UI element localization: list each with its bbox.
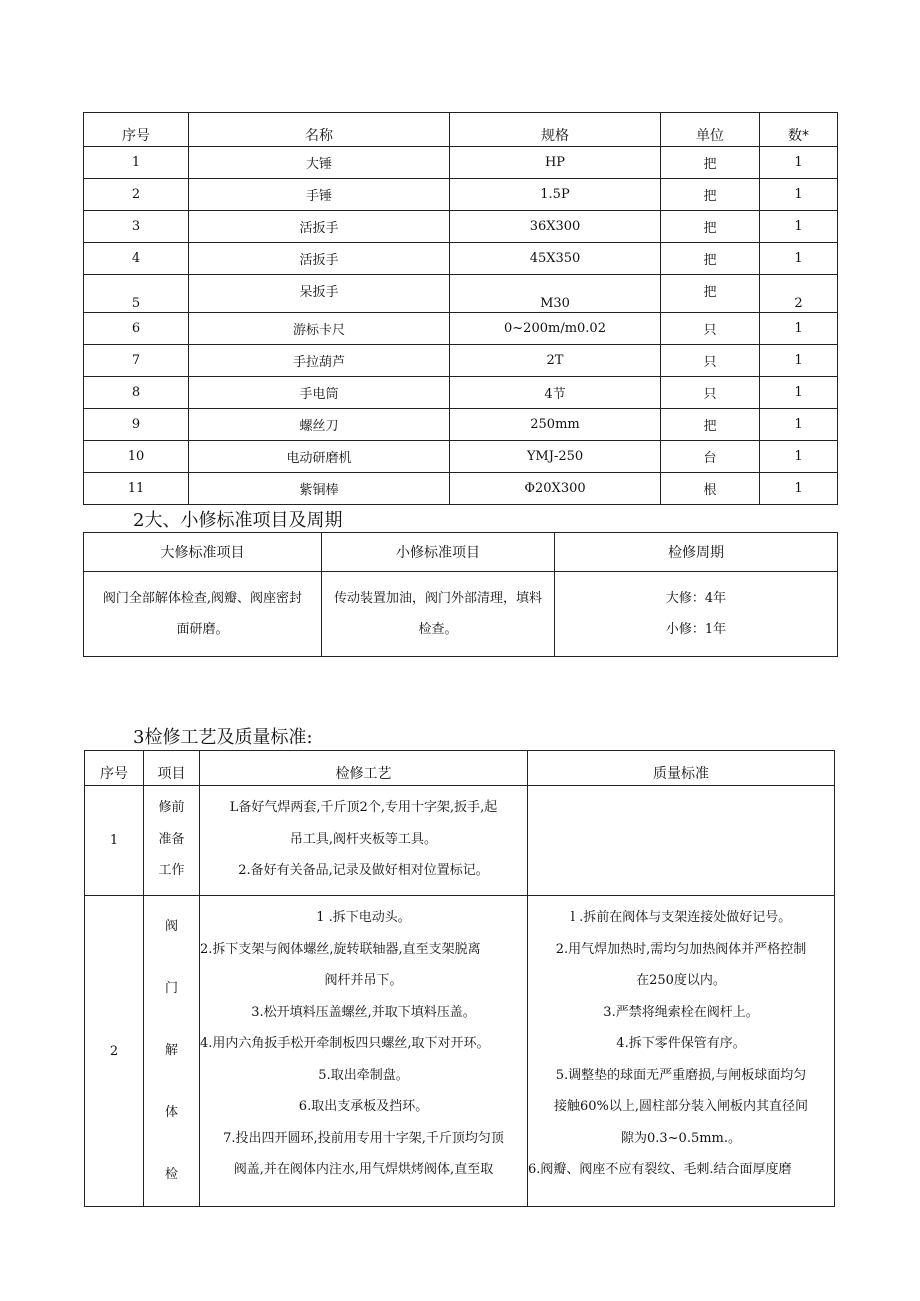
cell-seq: 5	[84, 275, 189, 313]
tool-row	[84, 243, 838, 275]
tool-row	[84, 345, 838, 377]
cell-seq: 6	[84, 313, 189, 345]
cell-unit: 台	[661, 441, 760, 473]
section-3-title: 3检修工艺及质量标准:	[133, 727, 313, 748]
cell-unit: 只	[661, 377, 760, 409]
cell-unit: 根	[661, 473, 760, 505]
cell-name: 手拉葫芦	[189, 345, 450, 377]
cell-name: 电动研磨机	[189, 441, 450, 473]
cell-spec: 250mm	[450, 409, 661, 441]
cell-seq: 3	[84, 211, 189, 243]
tool-row	[84, 377, 838, 409]
cell-seq: 7	[84, 345, 189, 377]
tool-row	[84, 313, 838, 345]
quality-line: 6.阀瓣、阀座不应有裂纹、毛刺.结合面厚度磨	[528, 1162, 792, 1177]
cell-seq: 4	[84, 243, 189, 275]
row-quality	[528, 896, 835, 1207]
cell-name: 活扳手	[189, 211, 450, 243]
process-line: 1 .拆下电动头。	[316, 910, 411, 925]
process-line: 阀盖,并在阀体内注水,用气焊烘烤阀体,直至取	[233, 1162, 494, 1177]
tool-row	[84, 473, 838, 505]
quality-line: 3.严禁将绳索栓在阀杆上。	[603, 1004, 759, 1020]
cell-seq: 9	[84, 409, 189, 441]
cell-spec: 45X350	[450, 243, 661, 275]
cell-spec: 4节	[450, 377, 661, 409]
cell-name: 大锤	[189, 147, 450, 179]
quality-line: 接触60%以上,圆柱部分装入闸板内其直径间	[553, 1099, 809, 1114]
cell-spec: 0~200m∕m0.02	[450, 313, 661, 345]
minor-line: 传动装置加油，阀门外部清理，填料	[333, 591, 542, 606]
cell-unit: 只	[661, 345, 760, 377]
cell-spec: HP	[450, 147, 661, 179]
quality-line: 在250度以内。	[636, 973, 726, 988]
cell-spec: Φ20X300	[450, 473, 661, 505]
row-seq: 2	[85, 896, 144, 1207]
tools-table	[83, 112, 838, 505]
process-row-1	[85, 786, 835, 896]
header-seq: 序号	[84, 113, 189, 147]
process-line: 阀杆并吊下。	[324, 973, 403, 988]
item-line: 工作	[158, 863, 185, 878]
tools-header-row	[84, 113, 838, 147]
item-line: 修前	[158, 800, 185, 815]
cell-qty: 1	[760, 313, 838, 345]
row-quality	[528, 786, 835, 896]
header-period: 检修周期	[555, 533, 838, 572]
cell-qty: 1	[760, 345, 838, 377]
header-qty: 数*	[760, 113, 838, 147]
process-line: L备好气焊两套,千斤顶2个,专用十字架,扳手,起	[229, 800, 498, 815]
process-line: 3.松开填料压盖螺丝,并取下填料压盖。	[251, 1004, 476, 1020]
quality-line: 4.拆下零件保管有序。	[616, 1036, 746, 1051]
quality-line: l .拆前在阀体与支架连接处做好记号。	[570, 910, 792, 925]
row-process	[200, 896, 528, 1207]
period-line: 小修：1年	[665, 622, 727, 637]
item-line: 阀	[164, 919, 178, 934]
cell-qty: 1	[760, 211, 838, 243]
cell-qty: 1	[760, 179, 838, 211]
header-name: 名称	[189, 113, 450, 147]
standards-body-row	[84, 572, 838, 657]
major-items	[84, 572, 322, 657]
header-seq: 序号	[85, 751, 144, 786]
item-line: 准备	[158, 831, 185, 847]
row-process	[200, 786, 528, 896]
quality-line: 隙为0.3~0.5mm.。	[620, 1130, 742, 1146]
major-line: 阀门全部解体检查,阀瓣、阀座密封	[102, 591, 303, 606]
tool-row	[84, 441, 838, 473]
cell-seq: 11	[84, 473, 189, 505]
process-line: 4.用内六角扳手松开牵制板四只螺丝,取下对开环。	[200, 1036, 490, 1051]
item-line: 门	[164, 981, 178, 996]
cell-name: 螺丝刀	[189, 409, 450, 441]
standards-header-row	[84, 533, 838, 572]
cell-seq: 10	[84, 441, 189, 473]
cell-spec: M30	[450, 275, 661, 313]
cell-seq: 1	[84, 147, 189, 179]
header-major: 大修标准项目	[84, 533, 322, 572]
cell-unit: 把	[661, 147, 760, 179]
cell-qty: 1	[760, 473, 838, 505]
cell-name: 呆扳手	[189, 275, 450, 313]
cell-unit: 把	[661, 275, 760, 313]
process-line: 5.取出牵制盘。	[318, 1067, 409, 1083]
standards-table	[83, 532, 838, 657]
cell-unit: 只	[661, 313, 760, 345]
header-unit: 单位	[661, 113, 760, 147]
header-item: 项目	[144, 751, 200, 786]
cell-unit: 把	[661, 179, 760, 211]
tool-row	[84, 409, 838, 441]
cell-name: 活扳手	[189, 243, 450, 275]
minor-line: 检查。	[418, 622, 458, 637]
process-table	[84, 750, 835, 1207]
major-line: 面研磨。	[176, 622, 229, 637]
section-2-title: 2大、小修标准项目及周期	[133, 510, 343, 531]
tool-row	[84, 211, 838, 243]
process-row-2	[85, 896, 835, 1207]
cell-qty: 2	[760, 275, 838, 313]
cell-name: 手锤	[189, 179, 450, 211]
cell-seq: 8	[84, 377, 189, 409]
process-line: 2.备好有关备品,记录及做好相对位置标记。	[238, 863, 489, 878]
quality-line: 2.用气焊加热时,需均匀加热阀体并严格控制	[555, 941, 807, 957]
cell-name: 手电筒	[189, 377, 450, 409]
cell-name: 紫铜棒	[189, 473, 450, 505]
cell-spec: YMJ-250	[450, 441, 661, 473]
cell-unit: 把	[661, 409, 760, 441]
item-line: 解	[164, 1043, 178, 1058]
cell-qty: 1	[760, 377, 838, 409]
row-item	[144, 786, 200, 896]
header-minor: 小修标准项目	[322, 533, 555, 572]
row-item	[144, 896, 200, 1207]
cell-qty: 1	[760, 409, 838, 441]
item-line: 检	[164, 1167, 178, 1182]
process-line: 2.拆下支架与阀体螺丝,旋转联轴器,直至支架脱离	[200, 941, 481, 957]
header-quality: 质量标准	[528, 751, 835, 786]
cell-spec: 36X300	[450, 211, 661, 243]
tool-row	[84, 179, 838, 211]
cell-qty: 1	[760, 243, 838, 275]
process-line: 6.取出支承板及挡环。	[298, 1099, 429, 1114]
period-line: 大修：4年	[665, 591, 727, 606]
cell-seq: 2	[84, 179, 189, 211]
tool-row	[84, 275, 838, 313]
quality-line: 5.调整垫的球面无严重磨损,与闸板球面均匀	[555, 1067, 807, 1083]
period-items	[555, 572, 838, 657]
item-line: 体	[164, 1105, 178, 1120]
cell-qty: 1	[760, 147, 838, 179]
tool-row	[84, 147, 838, 179]
row-seq: 1	[85, 786, 144, 896]
cell-unit: 把	[661, 211, 760, 243]
process-line: 吊工具,阀杆夹板等工具。	[289, 831, 438, 847]
cell-spec: 1.5P	[450, 179, 661, 211]
minor-items	[322, 572, 555, 657]
cell-unit: 把	[661, 243, 760, 275]
header-process: 检修工艺	[200, 751, 528, 786]
process-header-row	[85, 751, 835, 786]
cell-qty: 1	[760, 441, 838, 473]
cell-spec: 2T	[450, 345, 661, 377]
cell-name: 游标卡尺	[189, 313, 450, 345]
process-line: 7.投出四开圆环,投前用专用十字架,千斤顶均匀顶	[223, 1130, 504, 1146]
header-spec: 规格	[450, 113, 661, 147]
